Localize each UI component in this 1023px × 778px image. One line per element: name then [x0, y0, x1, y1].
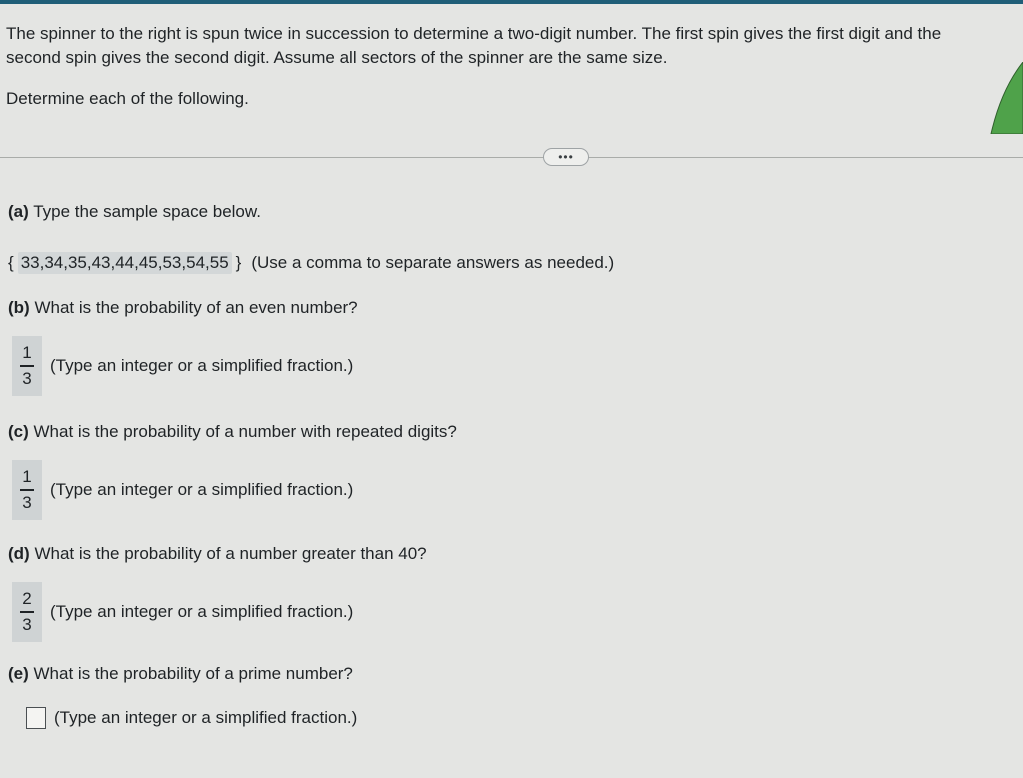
part-d-answer-row	[12, 582, 353, 642]
part-d-fraction-input[interactable]	[12, 582, 42, 642]
more-button[interactable]: •••	[543, 148, 589, 166]
part-d-letter: (d)	[8, 544, 30, 563]
part-c-denominator: 3	[22, 493, 32, 512]
part-e-answer-row	[12, 707, 357, 729]
spinner-image	[983, 62, 1023, 134]
part-e-hint: (Type an integer or a simplified fraction.)	[54, 708, 358, 727]
part-c-text: What is the probability of a number with repeated digits?	[33, 422, 457, 441]
part-c-hint: (Type an integer or a simplified fraction.)	[50, 480, 354, 499]
part-c-question	[8, 422, 457, 442]
part-c-fraction-input[interactable]	[12, 460, 42, 520]
part-e-letter: (e)	[8, 664, 29, 683]
part-b-denominator: 3	[22, 369, 32, 388]
part-d-hint: (Type an integer or a simplified fraction.)	[50, 602, 354, 621]
section-divider	[0, 157, 1023, 158]
problem-instruction: Determine each of the following.	[6, 89, 249, 108]
open-brace: {	[8, 253, 14, 272]
part-a-letter: (a)	[8, 202, 29, 221]
part-c-letter: (c)	[8, 422, 29, 441]
part-d-numerator: 2	[22, 589, 32, 608]
fraction-bar	[20, 611, 34, 613]
part-b-numerator: 1	[22, 343, 32, 362]
part-c-numerator: 1	[22, 467, 32, 486]
part-a-question	[8, 202, 261, 222]
part-d-question	[8, 544, 427, 564]
part-d-denominator: 3	[22, 615, 32, 634]
part-d-text: What is the probability of a number greater than 40?	[34, 544, 427, 563]
top-accent-bar	[0, 0, 1023, 4]
part-b-fraction-input[interactable]	[12, 336, 42, 396]
sample-space-input[interactable]: 33,34,35,43,44,45,53,54,55	[18, 252, 232, 274]
part-e-question	[8, 664, 353, 684]
spinner-green-sector	[991, 62, 1023, 134]
part-b-hint: (Type an integer or a simplified fraction.)	[50, 356, 354, 375]
part-b-question	[8, 298, 358, 318]
part-b-text: What is the probability of an even number?	[34, 298, 358, 317]
part-b-letter: (b)	[8, 298, 30, 317]
part-c-answer-row	[12, 460, 353, 520]
part-e-text: What is the probability of a prime number?	[33, 664, 353, 683]
close-brace: }	[235, 253, 242, 272]
part-a-hint: (Use a comma to separate answers as needed.)	[251, 253, 615, 272]
fraction-bar	[20, 489, 34, 491]
part-a-answer-row	[8, 252, 614, 274]
part-e-answer-input[interactable]	[26, 707, 46, 729]
fraction-bar	[20, 365, 34, 367]
problem-intro: The spinner to the right is spun twice in succession to determine a two-digit number. The first spin gives the first digit and the second spin gives the second digit. Assume all sectors of the spinner are the same size.	[6, 24, 942, 67]
part-b-answer-row	[12, 336, 353, 396]
part-a-text: Type the sample space below.	[33, 202, 261, 221]
